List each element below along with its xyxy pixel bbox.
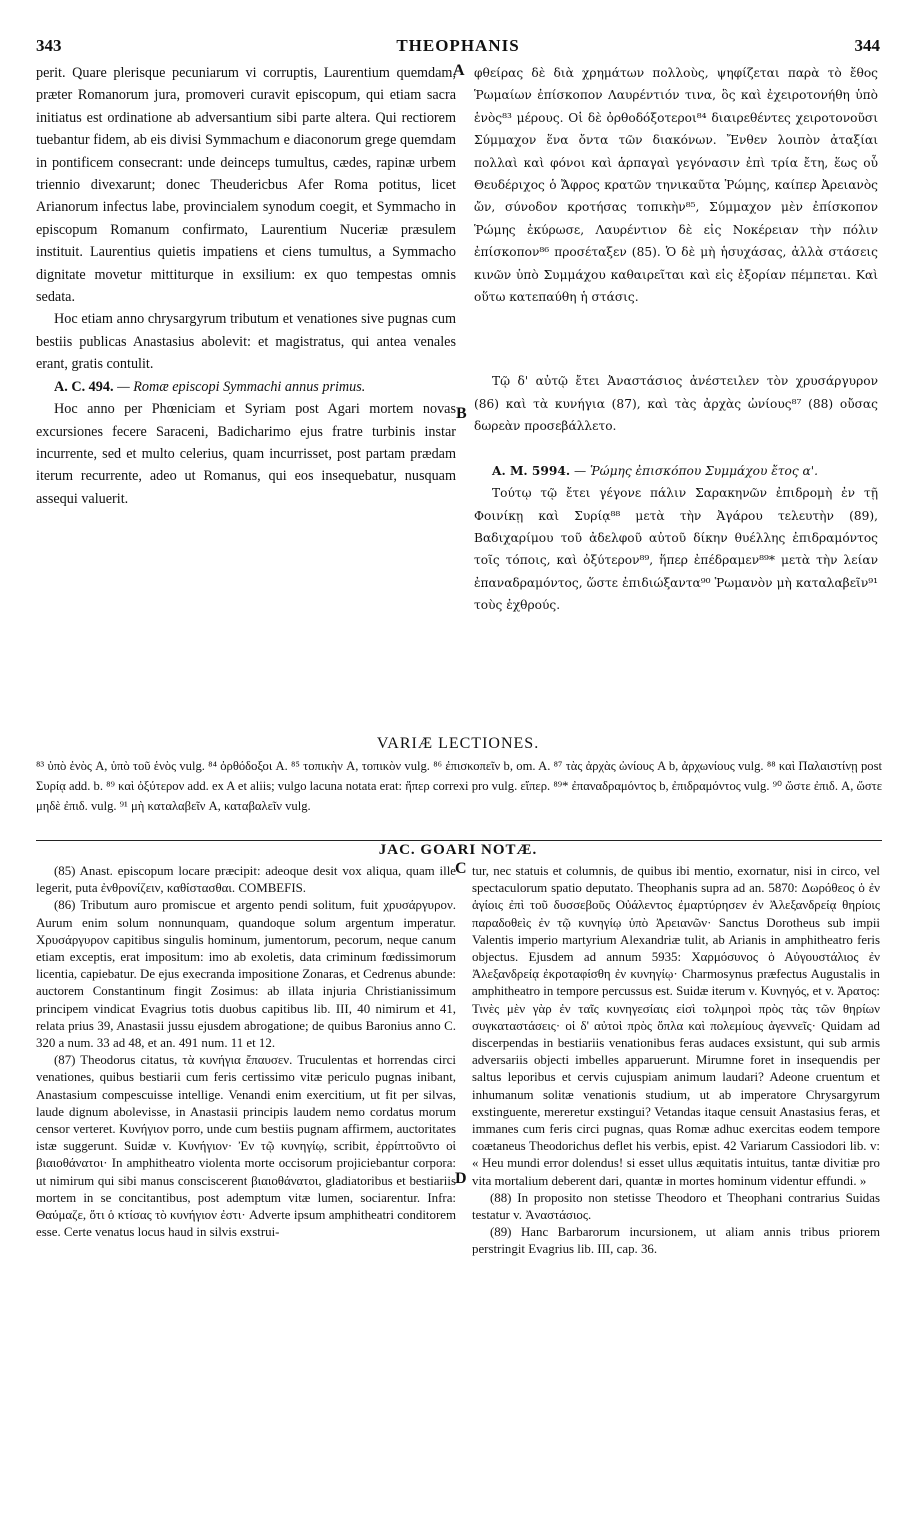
greek-column xyxy=(474,62,878,617)
note-89: (89) Hanc Barbarorum incursionem, ut aliam annis tribus priorem perstringit Evagrius lib. III, cap. 36. xyxy=(472,1225,880,1257)
variae-lectiones xyxy=(36,757,882,816)
latin-paragraph-2: Hoc etiam anno chrysargyrum tributum et venationes sive pugnas cum bestiis publicas Anastasius abolevit: et magistratus, qui antea venales erant, gratis contulit. xyxy=(36,311,456,373)
greek-year: A. M. 5994. xyxy=(492,463,571,478)
margin-letter-a: A xyxy=(453,62,465,79)
greek-year-title: — Ῥώμης ἐπισκόπου Συμμάχου ἔτος α'. xyxy=(573,463,819,478)
latin-paragraph-3: Hoc anno per Phœniciam et Syriam post Agari mortem novas excursiones fecere Saraceni, Badicharimo ejus fratre turbinis instar incurrente, sed et multo celerius, quam incurrisset, post partam prædam iterum recurrente, adeo ut Romanus, qui eos insequebatur, nusquam assequi valuerit. xyxy=(36,401,456,507)
page-number-right: 344 xyxy=(854,36,880,55)
greek-paragraph-1: φθείρας δὲ διὰ χρημάτων πολλοὺς, ψηφίζεται παρὰ τὸ ἔθος Ῥωμαίων ἐπίσκοπον Λαυρέντιόν τινα, ὃς καὶ ἐχειροτονήθη ὑπὸ ἑνὸς⁸³ μέρους. Οἱ δὲ ὀρθοδόξοτεροι⁸⁴ διαιρεθέντες χειροτονοῦσι Σύμμαχον ἕνα ὄντα τῶν διακόνων. Ἔνθεν λοιπὸν ἀταξίαι πολλαὶ καὶ φόνοι καὶ ἁρπαγαὶ γεγόνασιν ἐπὶ τρία ἔτη, ἕως οὗ Θευδέριχος ὁ Ἄφρος κρατῶν τηνικαῦτα Ῥώμης, καίπερ Ἀρειανὸς ὤν, σύνοδον κροτήσας τοπικὴν⁸⁵, Σύμμαχον μὲν ἐπίσκοπον Ῥώμης ἐκύρωσε, Λαυρέντιον δὲ εἰς Νοκέρειαν τὴν πόλιν ἐπίσκοπον⁸⁶ προσέταξεν (85). Ὁ δὲ μὴ ἡσυχάσας, ἀλλὰ στάσεις κινῶν ὑπὸ Συμμάχου καθαιρεῖται καὶ εἰς ἐξορίαν πέμπεται. Καὶ οὕτω κατεπαύθη ἡ στάσις. xyxy=(474,66,878,305)
variae-lectiones-text: ⁸³ ὑπὸ ἑνὸς A, ὑπὸ τοῦ ἑνὸς vulg. ⁸⁴ ὀρθόδοξοι A. ⁸⁵ τοπικὴν A, τοπικὸν vulg. ⁸⁶ ἐπισκοπεῖν b, om. A. ⁸⁷ τὰς ἀρχὰς ὠνίους A b, ἀρχωνίους vulg. ⁸⁸ καὶ Παλαιστίνῃ post Συρίᾳ add. b. ⁸⁹ καὶ ὀξύτερον add. ex A et aliis; vulgo lacuna notata erat: ἥπερ correxi pro vulg. εἴπερ. ⁸⁹* ἐπαναδραμόντος b, ἐπιδραμόντος vulg. ⁹⁰ ὥστε ἐπιδ. A, ὥστε μηδὲ ἐπιδ. vulg. ⁹¹ μὴ καταλαβεῖν A, καταβαλεῖν vulg. xyxy=(36,759,882,813)
margin-letter-d: D xyxy=(455,1170,467,1187)
latin-year: A. C. 494. xyxy=(54,378,114,395)
note-87: (87) Theodorus citatus, τὰ κυνήγια ἔπαυσεν. Truculentas et horrendas circi venationes, quibus bestiarii cum feris certissimo vitæ periculo pugnas inibant, Anastasium compescuisse intellige. Venandi enim exercitium, ut fit per silvas, laude dignum abolevisse, in Anastasii principis laudem nemo cordatus morum censor verteret. Κυνήγιον porro, unde cum bestiis pugnam affirmem, auctoritates istæ suggerunt. Suidæ v. Κυνήγιον· Ἐν τῷ κυνηγίῳ, scribit, ἐρρίπτοῦντο οἱ βιαιοθάνατοι· In amphitheatro violenta morte occisorum projiciebantur corpora: ut nimirum qui sibi manus consciscerent βιαιοθάνατοι, gladiatoribus et bestiariis mortem in se concitantibus, post ademptum vitæ lumen, sociarentur. Infra: Θαύμαζε, ὅτι ὁ κτίσας τὸ κυνήγιον ἐστι· Adverte ipsum amphitheatri conditorem esse. Certe venatus locus haud in silvis exstrui- xyxy=(36,1053,456,1240)
notes-left-column xyxy=(36,863,456,1241)
margin-letter-c: C xyxy=(455,860,467,877)
latin-year-title: — Romæ episcopi Symmachi annus primus. xyxy=(117,378,366,395)
note-88: (88) In proposito non stetisse Theodoro et Theophani contrarius Suidas testatur v. Ἀναστάσιος. xyxy=(472,1190,880,1223)
note-86: (86) Tributum auro promiscue et argento pendi solitum, fuit χρυσάργυρον. Aurum enim solum nonnunquam, quandoque solum argentum imperatur. Χρυσάργυρον capitibus singulis hominum, jumentorum, pecorum, neque canum etiam exceptis, erat impositum: imo ab exoletis, data criminum fœdissimorum licentia, capiebatur. De ejus execranda impositione Zonaras, et Cedrenus abunde: auctorem Constantinum fingit Zosimus: ab illata injuria Christianissimum principem vindicat Evagrius totis duobus capitibus lib. III, 40 nimirum et 41, relata prius 39, Anastasii jussu ejusdem abrogatione; de quibus Baronius anno C. 320 a num. 33 ad 48, et an. 491 num. 11 et 12. xyxy=(36,898,456,1051)
greek-paragraph-2: Τῷ δ' αὐτῷ ἔτει Ἀναστάσιος ἀνέστειλεν τὸν χρυσάργυρον (86) καὶ τὰ κυνήγια (87), καὶ τὰς ἀρχὰς ὠνίους⁸⁷ (88) οὔσας δωρεὰν προσεβάλλετο. xyxy=(474,374,878,434)
latin-year-heading xyxy=(36,376,456,398)
section-divider xyxy=(36,840,882,841)
note-87-continued: tur, nec statuis et columnis, de quibus ibi mentio, exornatur, nisi in circo, vel spectaculorum spatio deputato. Theophanis supra ad an. 5870: Δωρόθεος ὁ ἐν ἁγίοις ἐπὶ τοῦ δυσσεβοῦς Οὐάλεντος ἐμαρτύρησεν ἐν Ἀλεξανδρείᾳ θηρίοις παραδοθεὶς ἐν τῷ κυνηγίῳ ὑπὸ Ἀρειανῶν· Sanctus Dorotheus sub impii Valentis imperio martyrium Alexandriæ tulit, ab Arianis in amphitheatro feris objectus. Ejusdem ad annum 5935: Χαρμόσυνος ὁ Αὐγουστάλιος ἐν Ἀλεξανδρείᾳ ἐκροταφίσθη ἐν κυνηγίῳ· Charmosynus præfectus Augustalis in amphitheatro in tempore percussus est. Suidæ iterum v. Κυνηγός, et v. Ἀρατος: Τινὲς μὲν γὰρ ἐν ταῖς κυνηγεσίαις εἰσὶ τολμηροὶ πρὸς τὰς τῶν θηρίων συγκαταστάσεις· οἱ δ' αὐτοὶ πρὸς ὅπλα καὶ πολεμίους ἀγεννεῖς· Quidam ad discerpendas in bestiariis venationibus feras audaces exsistunt, qui sub armis adversariis objecti imbelles apparuerunt. Mirumne foret in insequendis per saltus leporibus et cervis cujuspiam animum laudari? Adeone cruentum et inhumanum solitæ venationis studium, ut ab imperatore Chrysargyrum exstinguente, mereretur exstingui? Vetandas itaque censuit Anastasius feras, et immanes cum feris circi pugnas, quas Romæ adhuc exercitas eodem tempore coætaneus Theodorichus deflet his verbis, epist. 42 Variarum Cassiodori lib. v: « Heu mundi error dolendus! si esset ullus æquitatis intuitus, tantæ divitiæ pro vita mortalium deberent dari, quantæ in mortes hominum videntur effundi. » xyxy=(472,864,880,1188)
notes-title: JAC. GOARI NOTÆ. xyxy=(378,842,538,858)
variae-lectiones-title: VARIÆ LECTIONES. xyxy=(376,735,540,752)
page-number-left: 343 xyxy=(36,36,62,55)
running-header xyxy=(36,22,880,56)
running-title: THEOPHANIS xyxy=(396,36,520,55)
greek-year-heading xyxy=(474,460,878,482)
notes-right-column xyxy=(472,863,880,1259)
greek-paragraph-3: Τούτῳ τῷ ἔτει γέγονε πάλιν Σαρακηνῶν ἐπιδρομὴ ἐν τῇ Φοινίκῃ καὶ Συρίᾳ⁸⁸ μετὰ τὴν Ἀγάρου τελευτὴν (89), Βαδιχαρίμου τοῦ ἀδελφοῦ αὐτοῦ δίκην θυέλλης ἐπιδραμόντος τοῖς τόποις, καὶ ὀξύτερον⁸⁹, ἥπερ ἐπέδραμεν⁸⁹* μετὰ τὴν λείαν ἐπαναδραμόντος, ὥστε ἐπιδιώξαντα⁹⁰ Ῥωμανὸν μὴ καταλαβεῖν⁹¹ τοὺς ἐχθρούς. xyxy=(474,486,878,613)
margin-letter-b: B xyxy=(456,405,467,422)
note-85: (85) Anast. episcopum locare præcipit: adeoque desit vox aliqua, quam ille legerit, puta ἐνθρονίζειν, καθίστασθαι. COMBEFIS. xyxy=(36,864,456,896)
latin-paragraph-1: perit. Quare plerisque pecuniarum vi corruptis, Laurentium quemdam, præter Romanorum jura, promoveri curavit episcopum, qui etiam sacra initiatus est ordinatione ab adversantium sibi parte altera. Qui rectiorem tuebantur fidem, ab eis divisi Symmachum e diaconorum grege quemdam in pontificem consecrant: unde deinceps tumultus, cædes, rapinæ urbem triennio divexarunt; donec Theudericbus Afer Roma potitus, licet Arianorum infectus labe, provincialem synodum coegit, et Symmacho in episcopum Romanum confirmato, Laurentium Nuceriæ præsulem instituit. Laurentius quietis impatiens et ciens tumultus, a Symmacho dignitate movetur mittiturque in exsilium: ex quo tempestas omnis sedata. xyxy=(36,65,456,306)
latin-column xyxy=(36,62,456,510)
